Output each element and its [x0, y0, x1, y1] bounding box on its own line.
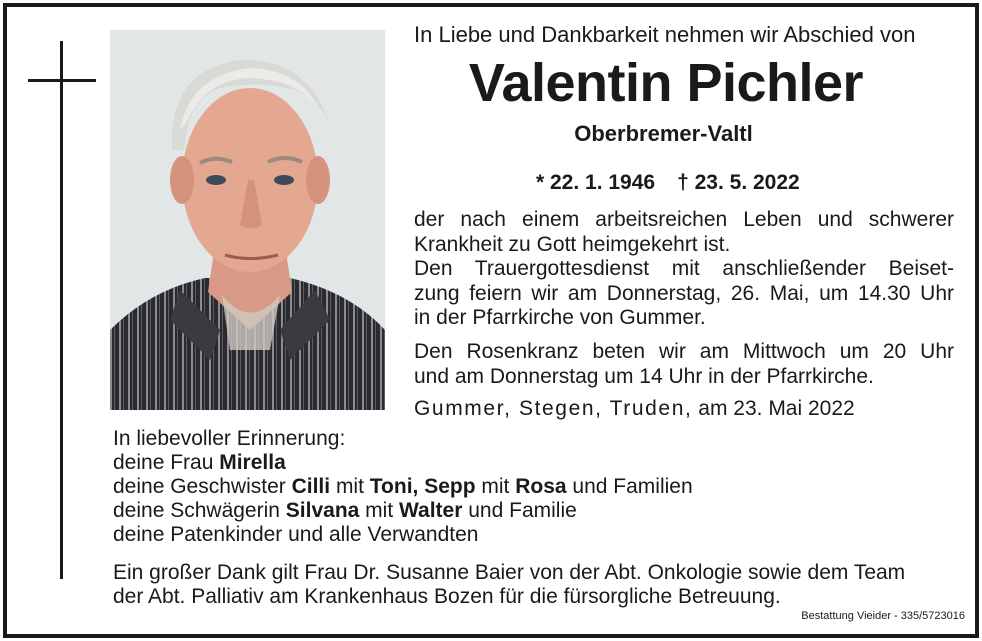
text-line: Ein großer Dank gilt Frau Dr. Susanne Baier von der Abt. Onkologie sowie dem Team: [113, 561, 906, 584]
thanks-text: [113, 561, 905, 609]
mourner-line: deine Patenkinder und alle Verwandten: [113, 523, 479, 546]
text-line: zung feiern wir am Donnerstag, 26. Mai, um 14.30 Uhr: [414, 281, 954, 305]
cross-icon: [60, 41, 63, 579]
place-and-date: [414, 397, 855, 421]
deceased-name: Valentin Pichler: [468, 53, 864, 113]
text-line: Den Trauergottesdienst mit anschließender Beiset-: [414, 257, 954, 280]
portrait-photo: [110, 30, 385, 410]
mourner-line: deine Frau Mirella: [113, 451, 286, 474]
text-line: Krankheit zu Gott heimgekehrt ist.: [414, 232, 731, 256]
intro-line: In Liebe und Dankbarkeit nehmen wir Abschied von: [414, 22, 916, 47]
place-towns: Gummer, Stegen, Truden,: [414, 397, 693, 420]
mourners-heading: In liebevoller Erinnerung:: [113, 427, 346, 450]
text-line: in der Pfarrkirche von Gummer.: [414, 306, 706, 329]
mourners-list: [113, 427, 693, 547]
text-line: und am Donnerstag um 14 Uhr in der Pfarrkirche.: [414, 364, 874, 388]
funeral-home-credit: Bestattung Vieider - 335/5723016: [801, 610, 965, 622]
life-dates: [536, 171, 822, 195]
text-line: der nach einem arbeitsreichen Leben und schwerer: [414, 208, 954, 231]
place-date: am 23. Mai 2022: [698, 397, 855, 420]
paragraph-rosary: [414, 340, 954, 389]
death-date: † 23. 5. 2022: [677, 171, 800, 194]
deceased-alias: Oberbremer-Valtl: [574, 121, 753, 146]
cross-icon-bar: [28, 79, 96, 82]
birth-date: * 22. 1. 1946: [536, 171, 656, 194]
text-line: der Abt. Palliativ am Krankenhaus Bozen für die fürsorgliche Betreuung.: [113, 585, 781, 608]
text-line: Den Rosenkranz beten wir am Mittwoch um 20 Uhr: [414, 340, 954, 363]
paragraph-funeral: [414, 257, 954, 331]
mourner-line: deine Geschwister Cilli mit Toni, Sepp mit Rosa und Familien: [113, 475, 693, 498]
paragraph-life: [414, 208, 954, 257]
mourner-line: deine Schwägerin Silvana mit Walter und Familie: [113, 499, 577, 522]
